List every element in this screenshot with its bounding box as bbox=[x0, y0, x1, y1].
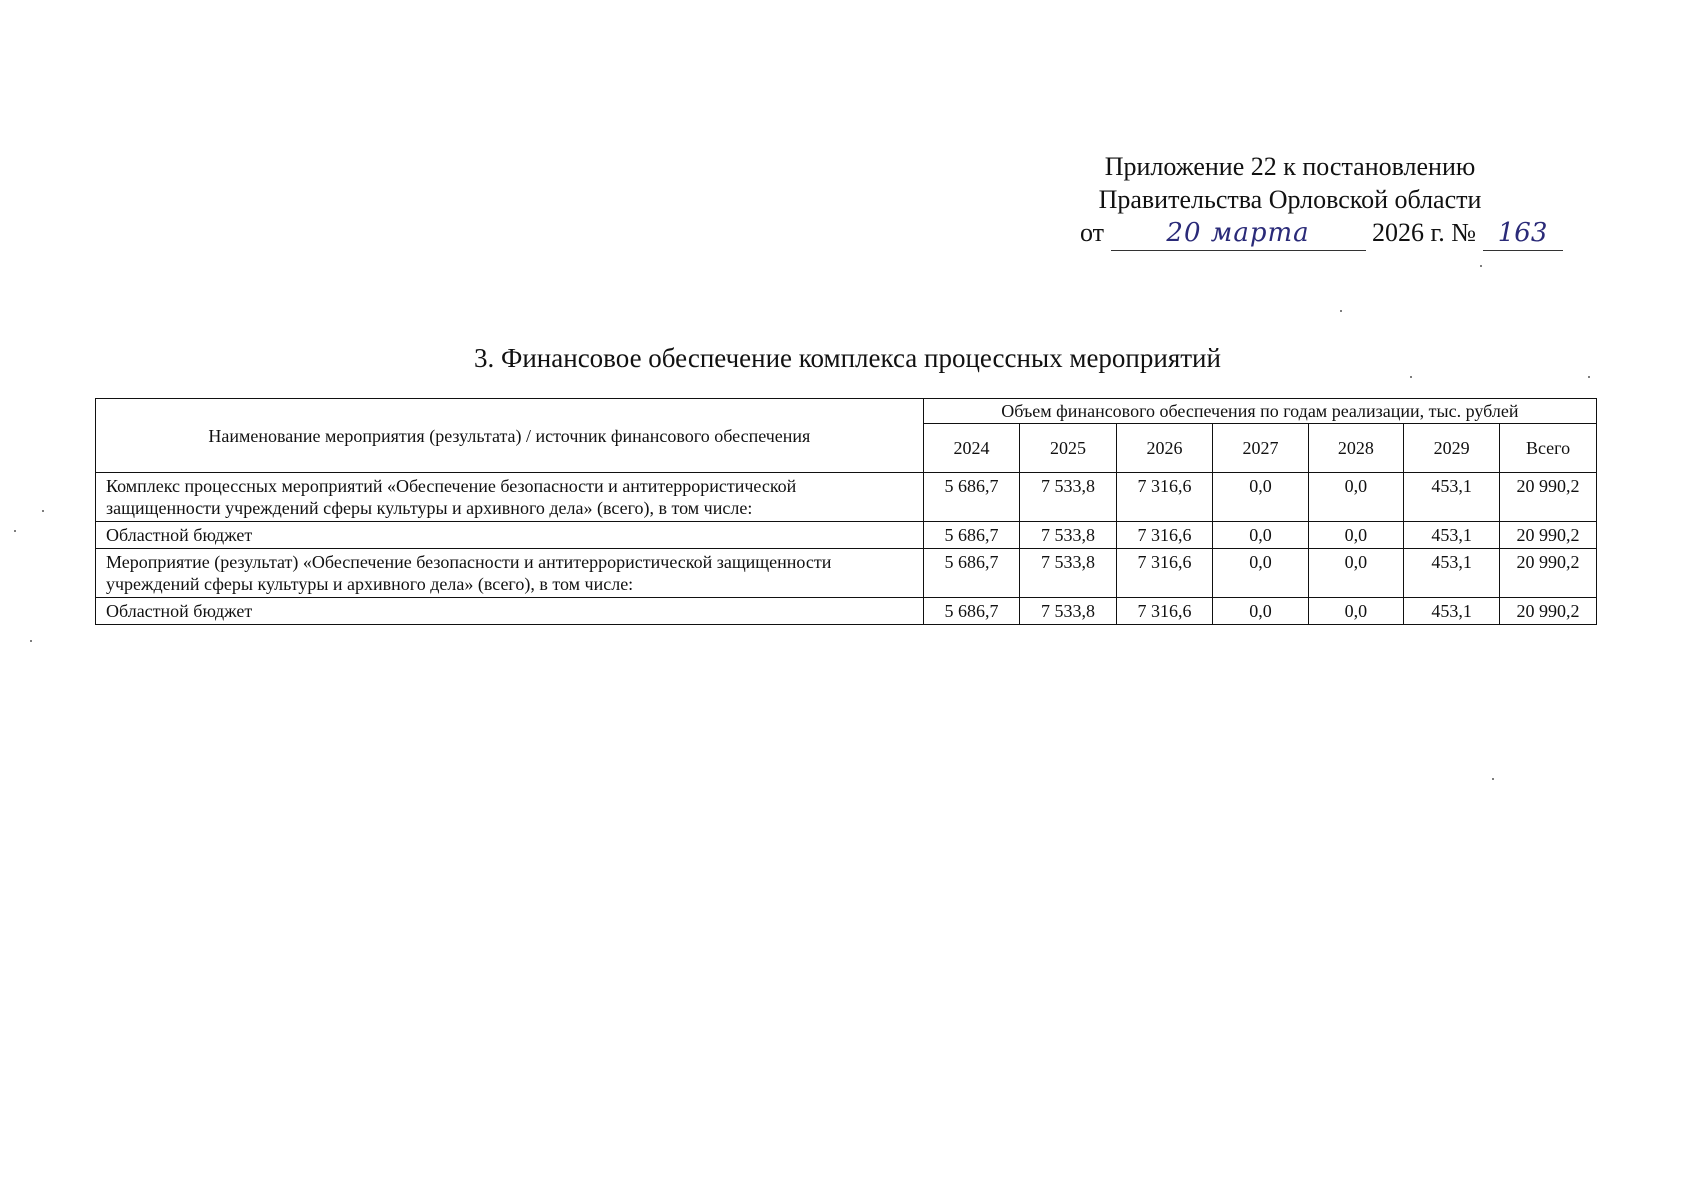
row-value: 0,0 bbox=[1213, 598, 1308, 625]
section-title: 3. Финансовое обеспечение комплекса процессных мероприятий bbox=[474, 343, 1221, 373]
scan-speck bbox=[1492, 778, 1494, 780]
date-prefix: от bbox=[1080, 218, 1105, 247]
appendix-line-3 bbox=[1000, 216, 1580, 251]
row-value: 453,1 bbox=[1404, 473, 1500, 522]
scan-speck bbox=[1340, 310, 1342, 312]
year-header: 2028 bbox=[1308, 424, 1403, 473]
header-row bbox=[96, 399, 1597, 424]
scan-speck bbox=[30, 640, 32, 642]
row-value: 5 686,7 bbox=[923, 549, 1020, 598]
financing-table bbox=[95, 398, 1597, 625]
row-value: 7 533,8 bbox=[1020, 598, 1117, 625]
row-value: 0,0 bbox=[1308, 549, 1403, 598]
appendix-header bbox=[1000, 150, 1580, 251]
row-value: 453,1 bbox=[1404, 598, 1500, 625]
row-total: 20 990,2 bbox=[1500, 473, 1597, 522]
scan-speck bbox=[42, 510, 44, 512]
row-total: 20 990,2 bbox=[1500, 549, 1597, 598]
row-value: 0,0 bbox=[1213, 522, 1308, 549]
row-value: 0,0 bbox=[1213, 473, 1308, 522]
year-header: 2025 bbox=[1020, 424, 1117, 473]
row-value: 5 686,7 bbox=[923, 598, 1020, 625]
scan-speck bbox=[1410, 376, 1412, 378]
row-value: 0,0 bbox=[1308, 522, 1403, 549]
handwritten-date: 20 марта bbox=[1111, 217, 1366, 251]
row-name: Областной бюджет bbox=[96, 522, 924, 549]
row-value: 7 316,6 bbox=[1116, 522, 1213, 549]
scan-speck bbox=[1480, 265, 1482, 267]
row-value: 5 686,7 bbox=[923, 473, 1020, 522]
year-header: 2029 bbox=[1404, 424, 1500, 473]
row-value: 0,0 bbox=[1308, 473, 1403, 522]
row-name: Комплекс процессных мероприятий «Обеспечение безопасности и антитеррористической защищенности учреждений сферы культуры и архивного дела» (всего), в том числе: bbox=[96, 473, 924, 522]
row-name: Мероприятие (результат) «Обеспечение безопасности и антитеррористической защищенности учреждений сферы культуры и архивного дела» (всего), в том числе: bbox=[96, 549, 924, 598]
table-row bbox=[96, 549, 1597, 598]
total-header: Всего bbox=[1500, 424, 1597, 473]
row-value: 7 533,8 bbox=[1020, 522, 1117, 549]
row-value: 7 316,6 bbox=[1116, 549, 1213, 598]
row-value: 5 686,7 bbox=[923, 522, 1020, 549]
row-value: 453,1 bbox=[1404, 522, 1500, 549]
row-value: 7 533,8 bbox=[1020, 473, 1117, 522]
year-header: 2027 bbox=[1213, 424, 1308, 473]
row-total: 20 990,2 bbox=[1500, 598, 1597, 625]
table-row bbox=[96, 473, 1597, 522]
header-volume: Объем финансового обеспечения по годам реализации, тыс. рублей bbox=[923, 399, 1596, 424]
row-value: 453,1 bbox=[1404, 549, 1500, 598]
row-name: Областной бюджет bbox=[96, 598, 924, 625]
year-header: 2024 bbox=[923, 424, 1020, 473]
handwritten-number: 163 bbox=[1483, 217, 1563, 251]
table-row bbox=[96, 522, 1597, 549]
row-value: 0,0 bbox=[1308, 598, 1403, 625]
year-text: 2026 г. № bbox=[1372, 218, 1477, 247]
row-value: 7 316,6 bbox=[1116, 473, 1213, 522]
appendix-line-2: Правительства Орловской области bbox=[1098, 185, 1482, 214]
scan-speck bbox=[1588, 376, 1590, 378]
header-name: Наименование мероприятия (результата) / источник финансового обеспечения bbox=[96, 399, 924, 473]
scan-speck bbox=[14, 530, 16, 532]
row-value: 7 316,6 bbox=[1116, 598, 1213, 625]
row-value: 7 533,8 bbox=[1020, 549, 1117, 598]
row-total: 20 990,2 bbox=[1500, 522, 1597, 549]
table-row bbox=[96, 598, 1597, 625]
appendix-line-1: Приложение 22 к постановлению bbox=[1104, 152, 1476, 181]
year-header: 2026 bbox=[1116, 424, 1213, 473]
row-value: 0,0 bbox=[1213, 549, 1308, 598]
